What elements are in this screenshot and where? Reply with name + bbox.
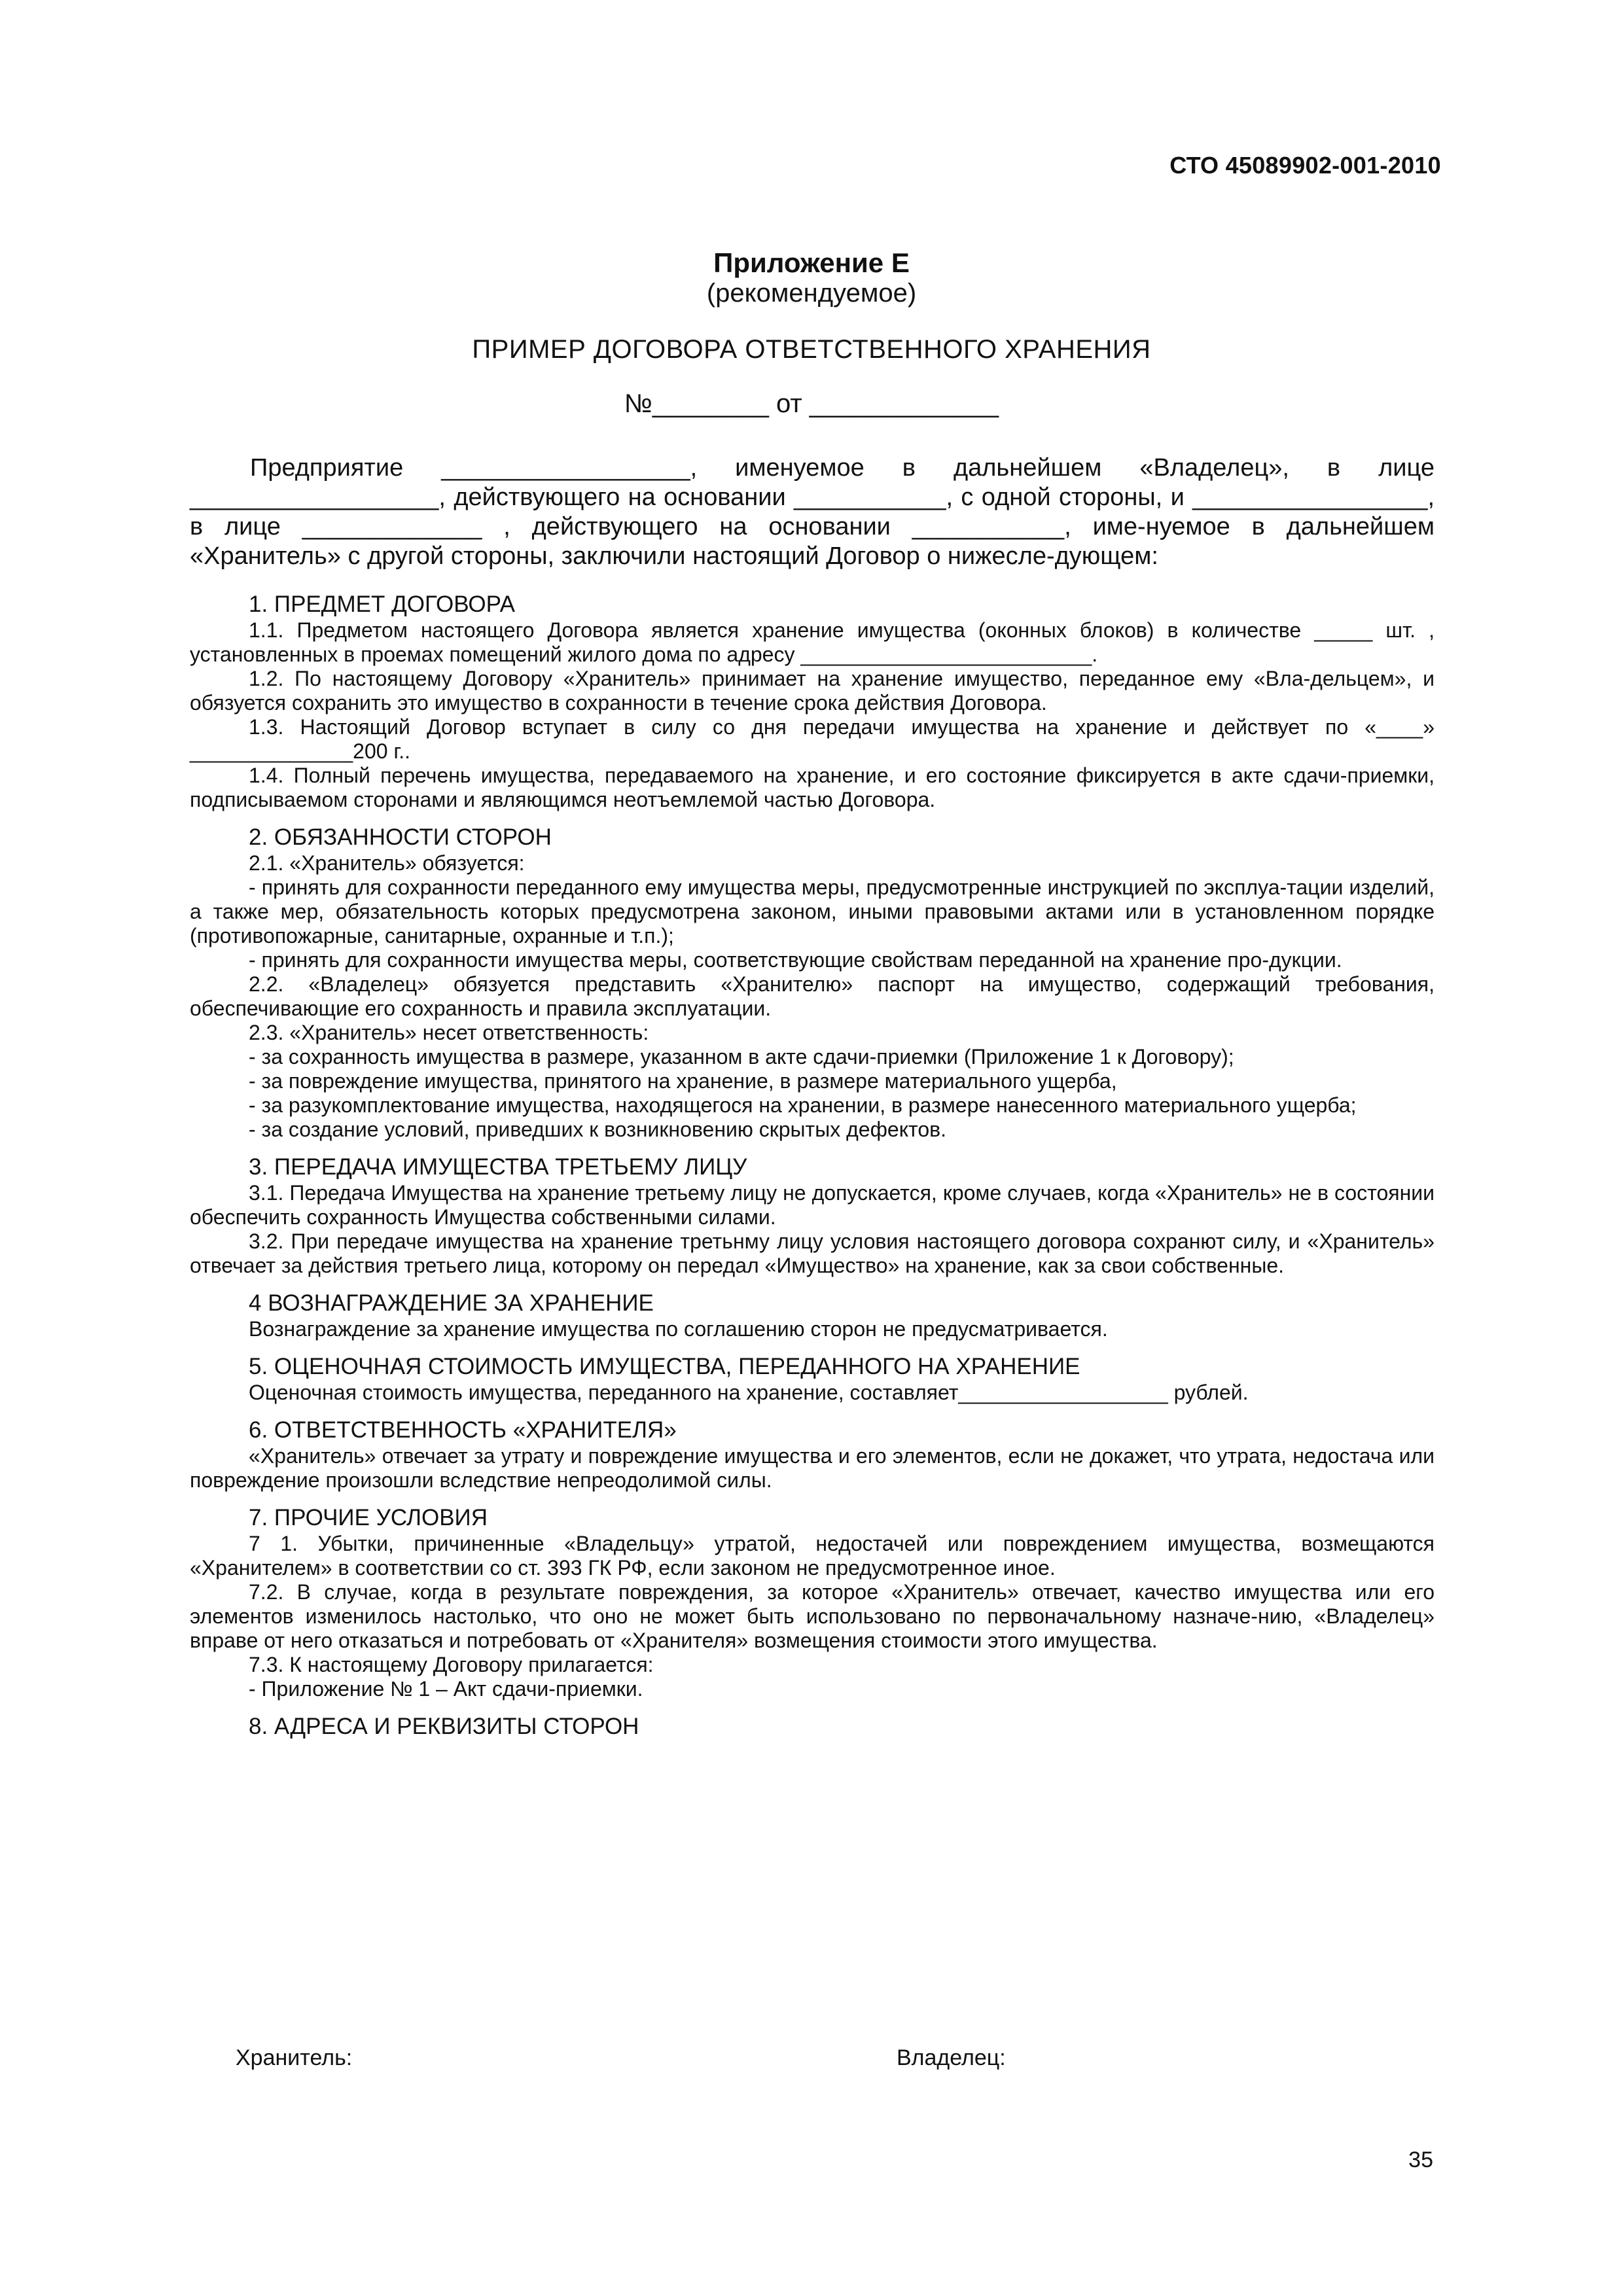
clause: 2.1. «Хранитель» обязуется: (249, 851, 525, 875)
section-title: 5. ОЦЕНОЧНАЯ СТОИМОСТЬ ИМУЩЕСТВА, ПЕРЕДАННОГО НА ХРАНЕНИЕ (249, 1354, 1080, 1379)
keeper-signature-label: Хранитель: (236, 2045, 353, 2070)
section-3 (190, 1154, 1435, 1278)
clause: - принять для сохранности имущества меры, соответствующие свойствам переданной на хранение про-дукции. (249, 948, 1342, 972)
contract-title: ПРИМЕР ДОГОВОРА ОТВЕТСТВЕННОГО ХРАНЕНИЯ (472, 335, 1151, 364)
section-4 (190, 1290, 1435, 1341)
section-title: 1. ПРЕДМЕТ ДОГОВОРА (249, 592, 515, 617)
clause: 2.2. «Владелец» обязуется представить «Хранителю» паспорт на имущество, содержащий требования, обеспечивающие его сохранность и правила эксплуатации. (190, 972, 1435, 1020)
clause: 3.2. При передаче имущества на хранение третьнму лицу условия настоящего договора сохранют силу, и «Хранитель» отвечает за действия третьего лица, которому он передал «Имущество» на хранение, как за свои собственные. (190, 1229, 1435, 1277)
clause: 1.1. Предметом настоящего Договора является хранение имущества (оконных блоков) в количестве _____ шт. , установленных в проемах помещений жилого дома по адресу _________________________. (190, 618, 1435, 666)
section-2 (190, 824, 1435, 1142)
standard-code: СТО 45089902-001-2010 (1169, 152, 1441, 179)
section-8 (190, 1713, 1435, 1740)
clause: - принять для сохранности переданного ему имущества меры, предусмотренные инструкцией по эксплуа-тации изделий, а также мер, обязательность которых предусмотрена законом, иными правовыми актами или в установленном порядке (противопожарные, санитарные, охранные и т.п.); (190, 875, 1435, 947)
section-6 (190, 1417, 1435, 1492)
clause: - за разукомплектование имущества, находящегося на хранении, в размере нанесенного материального ущерба; (249, 1093, 1357, 1117)
section-5 (190, 1353, 1435, 1405)
appendix-title: Приложение Е (713, 247, 910, 278)
clause: «Хранитель» отвечает за утрату и повреждение имущества и его элементов, если не докажет, что утрата, недостача или повреждение произошли вследствие непреодолимой силы. (190, 1444, 1435, 1492)
clause: Вознаграждение за хранение имущества по соглашению сторон не предусматривается. (249, 1317, 1108, 1341)
preamble: Предприятие __________________, именуемое в дальнейшем «Владелец», в лице __________________, действующего на основании ___________, с одной стороны, и _________________, в лице _____________ , действующего на основании ___________, име-нуемое в дальнейшем «Хранитель» с другой стороны, заключили настоящий Договор о нижесле-дующем: (190, 454, 1435, 570)
clause: - за сохранность имущества в размере, указанном в акте сдачи-приемки (Приложение 1 к Договору); (249, 1045, 1234, 1069)
owner-signature-label: Владелец: (897, 2045, 1006, 2070)
contract-body (190, 453, 1435, 1740)
clause: 3.1. Передача Имущества на хранение третьему лицу не допускается, кроме случаев, когда «Хранитель» не в состоянии обеспечить сохранность Имущества собственными силами. (190, 1181, 1435, 1229)
contract-number-line: №________ от _____________ (624, 389, 999, 418)
clause: 7.2. В случае, когда в результате повреждения, за которое «Хранитель» отвечает, качество имущества или его элементов изменилось настолько, что оно не может быть использовано по первоначальному назначе-нию, «Владелец» вправе от него отказаться и потребовать от «Хранителя» возмещения стоимости этого имущества. (190, 1580, 1435, 1652)
clause: 7 1. Убытки, причиненные «Владельцу» утратой, недостачей или повреждением имущества, возмещаются «Хранителем» в соответствии со ст. 393 ГК РФ, если законом не предусмотренное иное. (190, 1532, 1435, 1580)
clause: 1.3. Настоящий Договор вступает в силу со дня передачи имущества на хранение и действует по «____» ______________200 г.. (190, 715, 1435, 763)
section-7 (190, 1504, 1435, 1701)
section-title: 8. АДРЕСА И РЕКВИЗИТЫ СТОРОН (249, 1714, 639, 1739)
clause: 1.2. По настоящему Договору «Хранитель» принимает на хранение имущество, переданное ему «Вла-дельцем», и обязуется сохранить это имущество в сохранности в течение срока действия Договора. (190, 667, 1435, 715)
section-title: 4 ВОЗНАГРАЖДЕНИЕ ЗА ХРАНЕНИЕ (249, 1290, 654, 1316)
clause: Оценочная стоимость имущества, переданного на хранение, составляет__________________ рублей. (249, 1381, 1249, 1404)
page-number: 35 (1408, 2147, 1433, 2172)
section-title: 7. ПРОЧИЕ УСЛОВИЯ (249, 1505, 488, 1530)
clause: 2.3. «Хранитель» несет ответственность: (249, 1021, 649, 1044)
clause: - Приложение № 1 – Акт сдачи-приемки. (249, 1677, 643, 1701)
appendix-subtitle: (рекомендуемое) (706, 279, 917, 308)
section-1 (190, 591, 1435, 812)
section-title: 3. ПЕРЕДАЧА ИМУЩЕСТВА ТРЕТЬЕМУ ЛИЦУ (249, 1154, 747, 1180)
section-title: 2. ОБЯЗАННОСТИ СТОРОН (249, 824, 552, 850)
clause: - за повреждение имущества, принятого на хранение, в размере материального ущерба, (249, 1069, 1117, 1093)
clause: 7.3. К настоящему Договору прилагается: (249, 1653, 654, 1676)
clause: 1.4. Полный перечень имущества, передаваемого на хранение, и его состояние фиксируется в акте сдачи-приемки, подписываемом сторонами и являющимся неотъемлемой частью Договора. (190, 764, 1435, 811)
clause: - за создание условий, приведших к возникновению скрытых дефектов. (249, 1118, 947, 1141)
section-title: 6. ОТВЕТСТВЕННОСТЬ «ХРАНИТЕЛЯ» (249, 1417, 677, 1443)
